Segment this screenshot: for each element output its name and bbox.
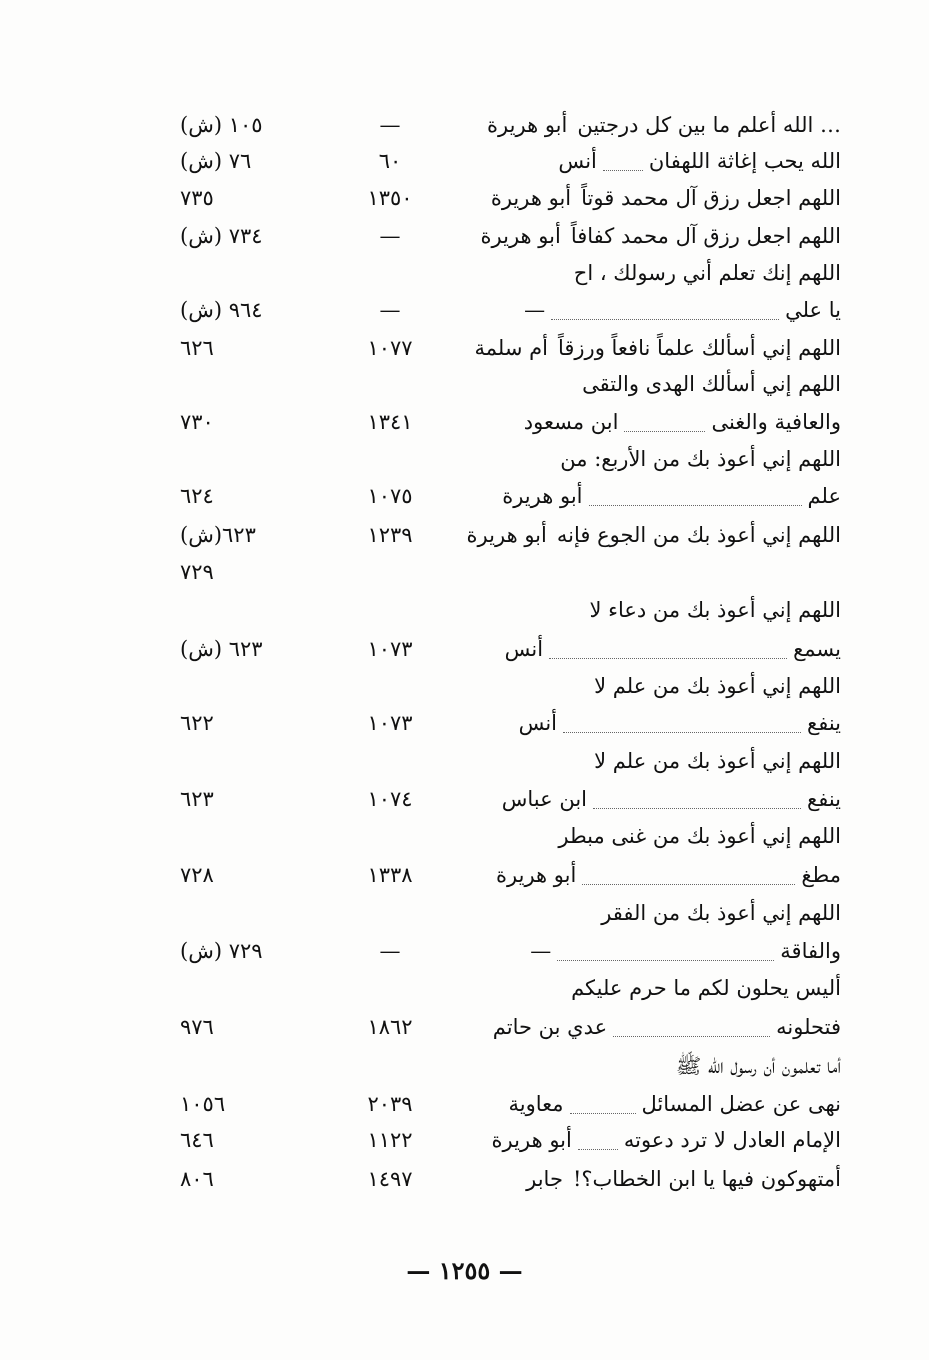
- entry-text: والعافية والغنى: [711, 410, 841, 434]
- index-entry: [505, 631, 841, 667]
- hadith-number: [350, 743, 430, 779]
- hadith-number: [350, 668, 430, 704]
- entry-text: اللهم إنك تعلم أني رسولك ، اح: [573, 261, 841, 285]
- page-reference: ٧٦ (ش): [180, 149, 252, 173]
- hadith-number: [350, 592, 430, 628]
- page-reference: ١٠٥ (ش): [180, 113, 263, 137]
- entry-text: يا علي: [785, 298, 841, 322]
- index-row: [0, 107, 929, 143]
- index-entry: [487, 107, 841, 143]
- index-entry: [481, 218, 841, 254]
- page-reference: ٩٧٦: [180, 1015, 214, 1039]
- hadith-number: —: [379, 298, 401, 322]
- page-reference: ٦٢٤: [180, 484, 214, 508]
- narrator: أبو هريرة: [496, 863, 577, 887]
- narrator: —: [524, 298, 546, 322]
- index-row: [0, 705, 929, 741]
- narrator: أنس: [504, 637, 544, 661]
- page-number: — ١٢٥٥ —: [406, 1256, 523, 1285]
- hadith-number: ٢٠٣٩: [367, 1092, 413, 1116]
- index-entry: [524, 404, 841, 440]
- page-reference: [180, 366, 290, 402]
- hadith-number: ١٤٩٧: [367, 1167, 413, 1191]
- entry-text: الله يحب إغاثة اللهفان: [648, 149, 841, 173]
- hadith-number: [350, 895, 430, 931]
- page-reference: [180, 970, 290, 1006]
- hadith-number: [350, 366, 430, 402]
- dot-leader: [551, 283, 779, 320]
- narrator: جابر: [526, 1167, 563, 1191]
- entry-text: أما تعلمون أن رسول الله ﷺ: [675, 1054, 841, 1078]
- hadith-number: [350, 1048, 430, 1084]
- entry-text: والفاقة: [780, 939, 841, 963]
- narrator: أبو هريرة: [466, 523, 547, 547]
- narrator: أبو هريرة: [490, 186, 572, 210]
- page-reference: ٦٢٣ (ش): [180, 637, 263, 661]
- index-row: [0, 517, 929, 553]
- entry-text: ينفع: [807, 787, 841, 811]
- index-row: [0, 554, 929, 590]
- narrator: أم سلمة: [474, 336, 548, 360]
- hadith-number: ٦٠: [378, 149, 402, 173]
- index-row: [0, 1122, 929, 1158]
- page-reference: ٧٢٩: [180, 560, 214, 584]
- narrator: أبو هريرة: [487, 113, 568, 137]
- index-row: [0, 143, 929, 179]
- entry-text: نهى عن عضل المسائل: [641, 1092, 841, 1116]
- index-entry: [676, 1048, 841, 1084]
- narrator: معاوية: [508, 1092, 564, 1116]
- page-reference: ٨٠٦: [180, 1167, 214, 1191]
- entry-text: اللهم إني أعوذ بك من علم لا: [594, 749, 841, 773]
- index-entry: [524, 292, 841, 328]
- index-entry: [558, 143, 841, 179]
- narrator: أبو هريرة: [502, 484, 583, 508]
- hadith-number: [350, 818, 430, 854]
- hadith-number: —: [379, 939, 401, 963]
- dot-leader: [613, 1000, 770, 1037]
- entry-text: أليس يحلون لكم ما حرم عليكم: [571, 976, 841, 1000]
- entry-text: اللهم اجعل رزق آل محمد كفافاً: [570, 224, 841, 248]
- hadith-number: ١٠٧٥: [367, 484, 413, 508]
- narrator: أبو هريرة: [491, 1128, 572, 1152]
- entry-text: اللهم إني أسألك علماً نافعاً ورزقاً: [557, 336, 841, 360]
- index-entry: [502, 478, 841, 514]
- page-reference: ٦٢٣: [180, 787, 214, 811]
- index-entry: [526, 1161, 841, 1197]
- index-entry: [582, 366, 841, 402]
- index-row: [0, 1048, 929, 1084]
- index-row: [0, 592, 929, 628]
- index-row: [0, 895, 929, 931]
- hadith-number: ١٨٦٢: [367, 1015, 413, 1039]
- index-entry: [491, 180, 841, 216]
- dot-leader: [549, 622, 787, 659]
- hadith-number: —: [379, 113, 401, 137]
- dot-leader: [570, 1077, 636, 1114]
- entry-text: اللهم إني أعوذ بك من دعاء لا: [589, 598, 841, 622]
- entry-text: اللهم إني أعوذ بك من الأربع: من: [560, 447, 841, 471]
- page-reference: [180, 895, 290, 931]
- dot-leader: [563, 696, 801, 733]
- index-row: [0, 1009, 929, 1045]
- page-reference: [180, 668, 290, 704]
- page-reference: ٦٢٦: [180, 336, 214, 360]
- index-row: [0, 255, 929, 291]
- index-row: [0, 218, 929, 254]
- index-row: [0, 857, 929, 893]
- entry-text: اللهم إني أعوذ بك من الفقر: [601, 901, 841, 925]
- page-reference: [180, 743, 290, 779]
- index-row: [0, 366, 929, 402]
- hadith-number: [350, 255, 430, 291]
- page-reference: ٧٣٥: [180, 186, 214, 210]
- narrator: عدي بن حاتم: [492, 1015, 608, 1039]
- entry-text: اللهم اجعل رزق آل محمد قوتاً: [581, 186, 841, 210]
- index-row: [0, 478, 929, 514]
- entry-text: علم: [807, 484, 841, 508]
- index-row: [0, 933, 929, 969]
- dot-leader: [582, 848, 795, 885]
- hadith-number: ١٢٣٩: [367, 523, 413, 547]
- page-reference: [180, 255, 290, 291]
- page-reference: ١٠٥٦: [180, 1092, 226, 1116]
- hadith-number: ١٣٣٨: [367, 863, 413, 887]
- entry-text: مطغ: [801, 863, 841, 887]
- entry-text: ينفع: [807, 711, 841, 735]
- entry-text: فتحلونه: [776, 1015, 841, 1039]
- entry-text: اللهم إني أعوذ بك من غنى مبطر: [558, 824, 841, 848]
- hadith-number: ١٠٧٧: [367, 336, 413, 360]
- dot-leader: [578, 1113, 618, 1150]
- index-row: [0, 330, 929, 366]
- hadith-number: ١٠٧٣: [367, 637, 413, 661]
- entry-text: الإمام العادل لا ترد دعوته: [623, 1128, 841, 1152]
- entry-text: … الله أعلم ما بين كل درجتين: [577, 113, 841, 137]
- page-reference: ٦٤٦: [180, 1128, 214, 1152]
- entry-text: أمتهوكون فيها يا ابن الخطاب؟!: [572, 1167, 841, 1191]
- dot-leader: [603, 134, 643, 171]
- narrator: أنس: [518, 711, 558, 735]
- hadith-number: ١٠٧٣: [367, 711, 413, 735]
- page-reference: [180, 1048, 290, 1084]
- entry-text: اللهم إني أعوذ بك من علم لا: [594, 674, 841, 698]
- index-row: [0, 781, 929, 817]
- entry-text: اللهم إني أسألك الهدى والتقى: [582, 372, 841, 396]
- hadith-number: ١٠٧٤: [367, 787, 413, 811]
- page-reference: ٧٢٩ (ش): [180, 939, 263, 963]
- hadith-number: [350, 554, 430, 590]
- hadith-number: [350, 970, 430, 1006]
- page-reference: ٧٣٤ (ش): [180, 224, 263, 248]
- page-reference: [180, 441, 290, 477]
- hadith-number: —: [379, 224, 401, 248]
- index-entry: [467, 517, 841, 553]
- hadith-number: ١٣٤١: [367, 410, 413, 434]
- page-reference: ٧٢٨: [180, 863, 214, 887]
- index-entry: [492, 1122, 841, 1158]
- index-entry: [502, 781, 841, 817]
- index-entry: [530, 933, 841, 969]
- narrator: ابن مسعود: [523, 410, 619, 434]
- index-entry: [496, 857, 841, 893]
- index-row: [0, 631, 929, 667]
- hadith-number: [350, 441, 430, 477]
- index-row: [0, 1161, 929, 1197]
- index-row: [0, 1086, 929, 1122]
- index-entry: [493, 1009, 841, 1045]
- entry-text: يسمع: [793, 637, 841, 661]
- index-entry: [519, 705, 841, 741]
- narrator: —: [530, 939, 552, 963]
- dot-leader: [593, 772, 801, 809]
- page-reference: [180, 818, 290, 854]
- page-reference: ٦٢٣(ش): [180, 523, 256, 547]
- hadith-number: ١٣٥٠: [367, 186, 413, 210]
- index-entry: [508, 1086, 841, 1122]
- index-entry: [475, 330, 842, 366]
- narrator: أنس: [558, 149, 597, 173]
- index-row: [0, 180, 929, 216]
- dot-leader: [589, 469, 802, 506]
- narrator: ابن عباس: [501, 787, 588, 811]
- page-reference: [180, 592, 290, 628]
- index-row: [0, 404, 929, 440]
- entry-text: اللهم إني أعوذ بك من الجوع فإنه: [556, 523, 841, 547]
- narrator: أبو هريرة: [480, 224, 561, 248]
- page-reference: ٩٦٤ (ش): [180, 298, 263, 322]
- page-reference: ٧٣٠: [180, 410, 214, 434]
- hadith-number: ١١٢٢: [367, 1128, 413, 1152]
- page-reference: ٦٢٢: [180, 711, 214, 735]
- dot-leader: [557, 924, 774, 961]
- dot-leader: [624, 395, 705, 432]
- index-row: [0, 970, 929, 1006]
- index-row: [0, 292, 929, 328]
